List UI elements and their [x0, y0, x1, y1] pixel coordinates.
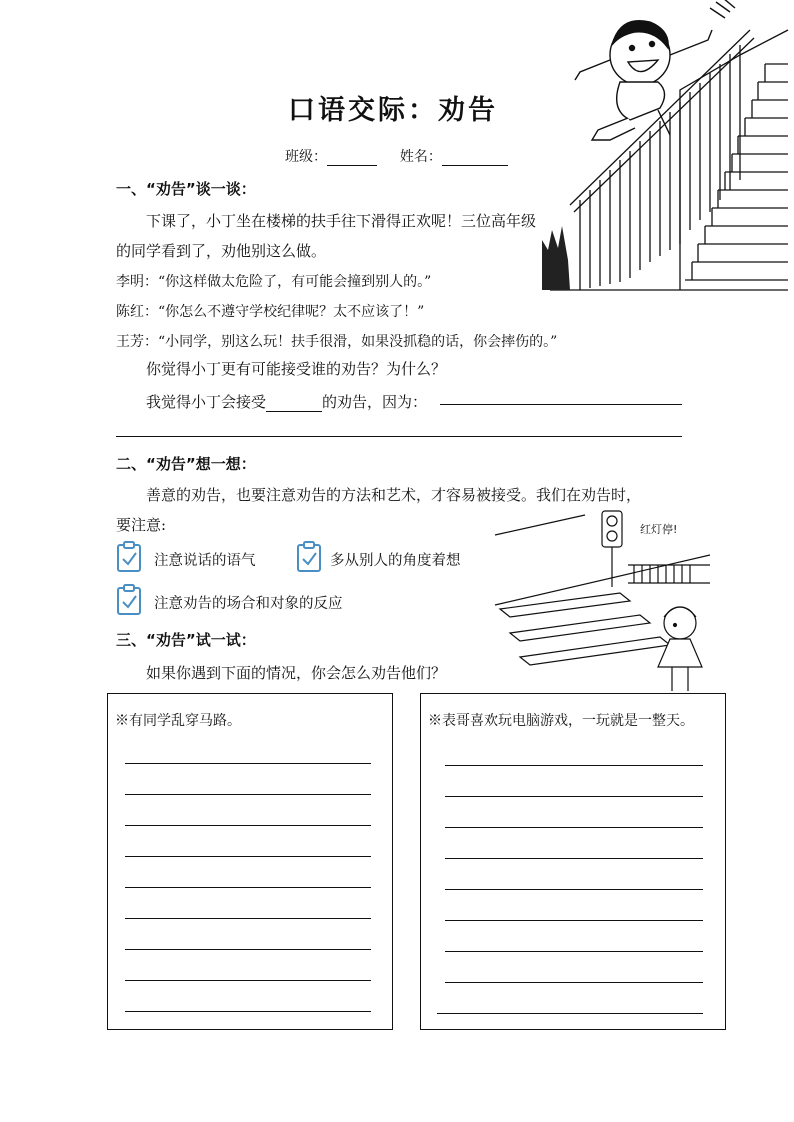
answer-reason-blank-2[interactable]	[116, 436, 682, 437]
clipboard-check-icon	[116, 584, 144, 616]
name-field[interactable]	[442, 151, 508, 166]
name-label: 姓名：	[399, 149, 442, 165]
section3-heading: 三、“劝告”试一试：	[116, 631, 256, 649]
writing-line[interactable]	[125, 918, 371, 919]
writing-box-left	[107, 693, 393, 1030]
answer-reason-blank[interactable]	[440, 404, 682, 405]
crosswalk-illustration	[490, 505, 715, 695]
writing-line[interactable]	[125, 794, 371, 795]
class-label: 班级：	[285, 149, 327, 165]
tip-perspective: 多从别人的角度着想	[330, 553, 461, 569]
quote-chen-hong: 陈红：“你怎么不遵守学校纪律呢？太不应该了！”	[116, 304, 425, 320]
class-field[interactable]	[327, 151, 377, 166]
clipboard-check-icon	[296, 541, 324, 573]
writing-line[interactable]	[125, 980, 371, 981]
writing-line[interactable]	[445, 951, 703, 952]
section1-answer-line	[146, 391, 427, 412]
answer-prefix: 我觉得小丁会接受	[146, 393, 267, 411]
writing-box-right	[420, 693, 726, 1030]
section2-heading: 二、“劝告”想一想：	[116, 455, 256, 473]
tip-occasion: 注意劝告的场合和对象的反应	[154, 596, 343, 612]
section2-paragraph-line1: 善意的劝告，也要注意劝告的方法和艺术，才容易被接受。我们在劝告时，	[146, 486, 642, 504]
clipboard-check-icon	[116, 541, 144, 573]
writing-line[interactable]	[125, 949, 371, 950]
section1-paragraph-line1: 下课了，小丁坐在楼梯的扶手往下滑得正欢呢！三位高年级	[146, 212, 537, 230]
writing-line[interactable]	[125, 856, 371, 857]
section1-heading: 一、“劝告”谈一谈：	[116, 180, 256, 198]
writing-line[interactable]	[125, 1011, 371, 1012]
writing-line[interactable]	[125, 825, 371, 826]
writing-line[interactable]	[445, 889, 703, 890]
answer-name-blank[interactable]	[266, 397, 322, 412]
section1-question: 你觉得小丁更有可能接受谁的劝告？为什么？	[146, 360, 447, 378]
writing-line[interactable]	[437, 1013, 703, 1014]
scenario-right: ※表哥喜欢玩电脑游戏，一玩就是一整天。	[428, 713, 694, 729]
writing-line[interactable]	[445, 796, 703, 797]
sign-text: 红灯停!	[640, 523, 678, 536]
writing-line[interactable]	[445, 982, 703, 983]
writing-line[interactable]	[445, 920, 703, 921]
section1-paragraph-line2: 的同学看到了，劝他别这么做。	[116, 242, 327, 260]
writing-line[interactable]	[125, 763, 371, 764]
student-info	[285, 146, 508, 166]
writing-line[interactable]	[445, 827, 703, 828]
answer-middle: 的劝告，因为：	[322, 393, 428, 411]
quote-li-ming: 李明：“你这样做太危险了，有可能会撞到别人的。”	[116, 274, 432, 290]
staircase-illustration	[540, 0, 794, 300]
section2-paragraph-line2: 要注意:	[116, 516, 167, 534]
quote-wang-fang: 王芳：“小同学，别这么玩！扶手很滑，如果没抓稳的话，你会摔伤的。”	[116, 334, 558, 350]
writing-line[interactable]	[445, 765, 703, 766]
section3-prompt: 如果你遇到下面的情况，你会怎么劝告他们？	[146, 664, 447, 682]
page-title: 口语交际：劝告	[288, 95, 498, 126]
scenario-left: ※有同学乱穿马路。	[115, 713, 241, 729]
writing-line[interactable]	[445, 858, 703, 859]
writing-line[interactable]	[125, 887, 371, 888]
tip-tone: 注意说话的语气	[154, 553, 256, 569]
